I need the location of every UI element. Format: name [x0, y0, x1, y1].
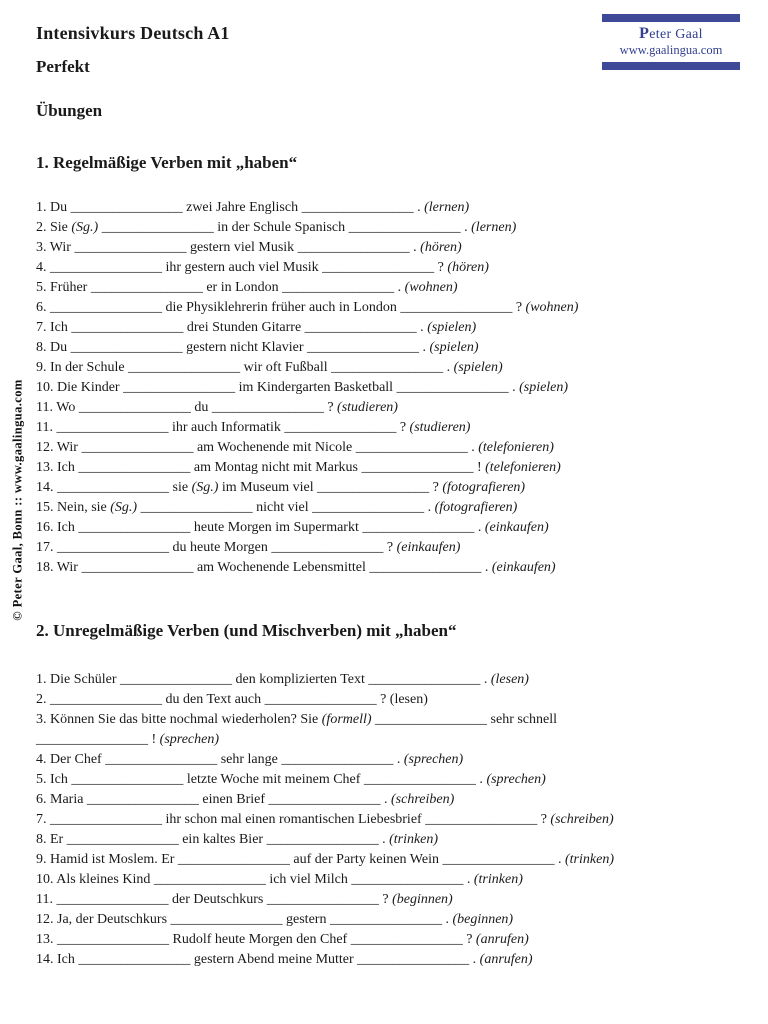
exercise-line — [36, 218, 736, 238]
logo-website-url: www.gaalingua.com — [619, 43, 723, 57]
verb-hint: (fotografieren) — [434, 500, 518, 515]
verb-hint: (hören) — [447, 260, 489, 275]
line-text: 11. Wo ________________ du ________________ ? — [36, 400, 338, 415]
exercise-line — [36, 258, 736, 278]
sections — [36, 152, 736, 970]
topic-title: Perfekt — [36, 57, 90, 76]
line-text: 8. Du ________________ gestern nicht Klavier ________________ . — [36, 340, 430, 355]
verb-hint: (Sg.) — [71, 220, 99, 235]
exercise-line — [36, 338, 736, 358]
exercise-line — [36, 378, 736, 398]
exercise-line — [36, 318, 736, 338]
exercise-line — [36, 238, 736, 258]
line-text: 8. Er ________________ ein kaltes Bier ________________ . — [36, 832, 390, 847]
verb-hint: (sprechen) — [159, 732, 220, 747]
exercise-line — [36, 950, 736, 970]
verb-hint: (telefonieren) — [485, 460, 561, 475]
exercise-line — [36, 438, 736, 458]
verb-hint: (spielen) — [453, 360, 503, 375]
exercise-line — [36, 538, 736, 558]
line-text: ________________ nicht viel ________________ . — [137, 500, 435, 515]
verb-hint: (fotografieren) — [442, 480, 526, 495]
line-text: 11. ________________ ihr auch Informatik ________________ ? — [36, 420, 410, 435]
line-text: 5. Ich ________________ letzte Woche mit meinem Chef ________________ . — [36, 772, 487, 787]
line-text: 6. Maria ________________ einen Brief ________________ . — [36, 792, 392, 807]
line-text: 6. ________________ die Physiklehrerin früher auch in London ________________ ? — [36, 300, 526, 315]
line-text: 4. Der Chef ________________ sehr lange ________________ . — [36, 752, 404, 767]
line-text: 12. Ja, der Deutschkurs ________________ gestern ________________ . — [36, 912, 453, 927]
verb-hint: (wohnen) — [525, 300, 579, 315]
line-text: 1. Die Schüler ________________ den komplizierten Text ________________ . — [36, 672, 491, 687]
exercise-line — [36, 478, 736, 498]
exercise-line — [36, 850, 736, 870]
line-text: ________________ ! — [36, 732, 160, 747]
exercise-line — [36, 770, 736, 790]
line-text: 18. Wir ________________ am Wochenende Lebensmittel ________________ . — [36, 560, 492, 575]
verb-hint: (studieren) — [409, 420, 471, 435]
exercise-line — [36, 498, 736, 518]
verb-hint: (trinken) — [389, 832, 439, 847]
line-text: 2. ________________ du den Text auch ________________ ? (lesen) — [36, 692, 428, 707]
exercise-line — [36, 418, 736, 438]
exercise-line — [36, 910, 736, 930]
verb-hint: (telefonieren) — [478, 440, 554, 455]
exercise-line — [36, 750, 736, 770]
course-title: Intensivkurs Deutsch A1 — [36, 23, 230, 43]
verb-hint: (formell) — [321, 712, 372, 727]
line-text: 10. Die Kinder ________________ im Kindergarten Basketball ________________ . — [36, 380, 520, 395]
line-text: 13. Ich ________________ am Montag nicht mit Markus ________________ ! — [36, 460, 486, 475]
line-text: 14. Ich ________________ gestern Abend meine Mutter ________________ . — [36, 952, 480, 967]
line-text: 12. Wir ________________ am Wochenende mit Nicole ________________ . — [36, 440, 479, 455]
verb-hint: (Sg.) — [191, 480, 219, 495]
line-text: 4. ________________ ihr gestern auch viel Musik ________________ ? — [36, 260, 448, 275]
line-text: 3. Können Sie das bitte nochmal wiederholen? Sie — [36, 712, 322, 727]
verb-hint: (spielen) — [427, 320, 477, 335]
line-text: 10. Als kleines Kind ________________ ich viel Milch ________________ . — [36, 872, 474, 887]
line-text: 9. In der Schule ________________ wir oft Fußball ________________ . — [36, 360, 454, 375]
logo-author-name: Peter Gaal — [639, 25, 703, 42]
exercise-line — [36, 358, 736, 378]
exercise-line — [36, 690, 736, 710]
exercise-line — [36, 670, 736, 690]
exercise-section — [36, 620, 736, 970]
line-text: im Museum viel ________________ ? — [218, 480, 443, 495]
verb-hint: (anrufen) — [479, 952, 533, 967]
exercise-lines — [36, 670, 736, 970]
verb-hint: (sprechen) — [486, 772, 546, 787]
verb-hint: (lesen) — [490, 672, 529, 687]
section-heading: 1. Regelmäßige Verben mit „haben“ — [36, 153, 298, 172]
line-text: ________________ in der Schule Spanisch ________________ . — [98, 220, 472, 235]
exercise-line — [36, 518, 736, 538]
exercise-line — [36, 810, 736, 830]
line-text: 16. Ich ________________ heute Morgen im Supermarkt ________________ . — [36, 520, 485, 535]
section-heading: 2. Unregelmäßige Verben (und Mischverben) mit „haben“ — [36, 621, 457, 640]
line-text: 1. Du ________________ zwei Jahre Englisch ________________ . — [36, 200, 425, 215]
line-text: 7. Ich ________________ drei Stunden Gitarre ________________ . — [36, 320, 428, 335]
exercise-line — [36, 298, 736, 318]
verb-hint: (beginnen) — [392, 892, 453, 907]
verb-hint: (lernen) — [471, 220, 517, 235]
line-text: 15. Nein, sie — [36, 500, 111, 515]
exercise-line — [36, 710, 736, 730]
exercise-line — [36, 558, 736, 578]
exercise-lines — [36, 198, 736, 578]
exercise-line — [36, 398, 736, 418]
exercise-line — [36, 730, 736, 750]
exercises-title: Übungen — [36, 101, 103, 120]
verb-hint: (wohnen) — [404, 280, 458, 295]
verb-hint: (einkaufen) — [396, 540, 461, 555]
sidebar-copyright: © Peter Gaal, Bonn :: www.gaalingua.com — [10, 379, 25, 621]
line-text: 13. ________________ Rudolf heute Morgen den Chef ________________ ? — [36, 932, 476, 947]
line-text: 3. Wir ________________ gestern viel Musik ________________ . — [36, 240, 421, 255]
verb-hint: (spielen) — [519, 380, 569, 395]
exercise-line — [36, 790, 736, 810]
line-text: 5. Früher ________________ er in London ________________ . — [36, 280, 405, 295]
verb-hint: (trinken) — [565, 852, 614, 867]
exercise-line — [36, 198, 736, 218]
line-text: 9. Hamid ist Moslem. Er ________________ auf der Party keinen Wein ________________ . — [36, 852, 565, 867]
verb-hint: (anrufen) — [475, 932, 529, 947]
line-text: 7. ________________ ihr schon mal einen romantischen Liebesbrief ________________ ? — [36, 812, 551, 827]
exercise-line — [36, 890, 736, 910]
exercise-line — [36, 278, 736, 298]
verb-hint: (spielen) — [429, 340, 479, 355]
document-content — [36, 22, 736, 970]
line-text: 17. ________________ du heute Morgen ________________ ? — [36, 540, 397, 555]
verb-hint: (lernen) — [424, 200, 470, 215]
line-text: 2. Sie — [36, 220, 72, 235]
verb-hint: (schreiben) — [550, 812, 614, 827]
logo-top-bar — [602, 14, 740, 22]
line-text: 14. ________________ sie — [36, 480, 192, 495]
exercise-line — [36, 870, 736, 890]
verb-hint: (Sg.) — [110, 500, 138, 515]
verb-hint: (schreiben) — [391, 792, 455, 807]
line-text: 11. ________________ der Deutschkurs ________________ ? — [36, 892, 393, 907]
verb-hint: (studieren) — [337, 400, 398, 415]
exercise-line — [36, 930, 736, 950]
line-text: ________________ sehr schnell — [371, 712, 558, 727]
verb-hint: (sprechen) — [403, 752, 464, 767]
exercise-line — [36, 830, 736, 850]
exercise-line — [36, 458, 736, 478]
verb-hint: (hören) — [420, 240, 462, 255]
verb-hint: (einkaufen) — [484, 520, 549, 535]
verb-hint: (trinken) — [473, 872, 523, 887]
verb-hint: (beginnen) — [452, 912, 514, 927]
verb-hint: (einkaufen) — [491, 560, 556, 575]
exercise-section — [36, 152, 736, 578]
